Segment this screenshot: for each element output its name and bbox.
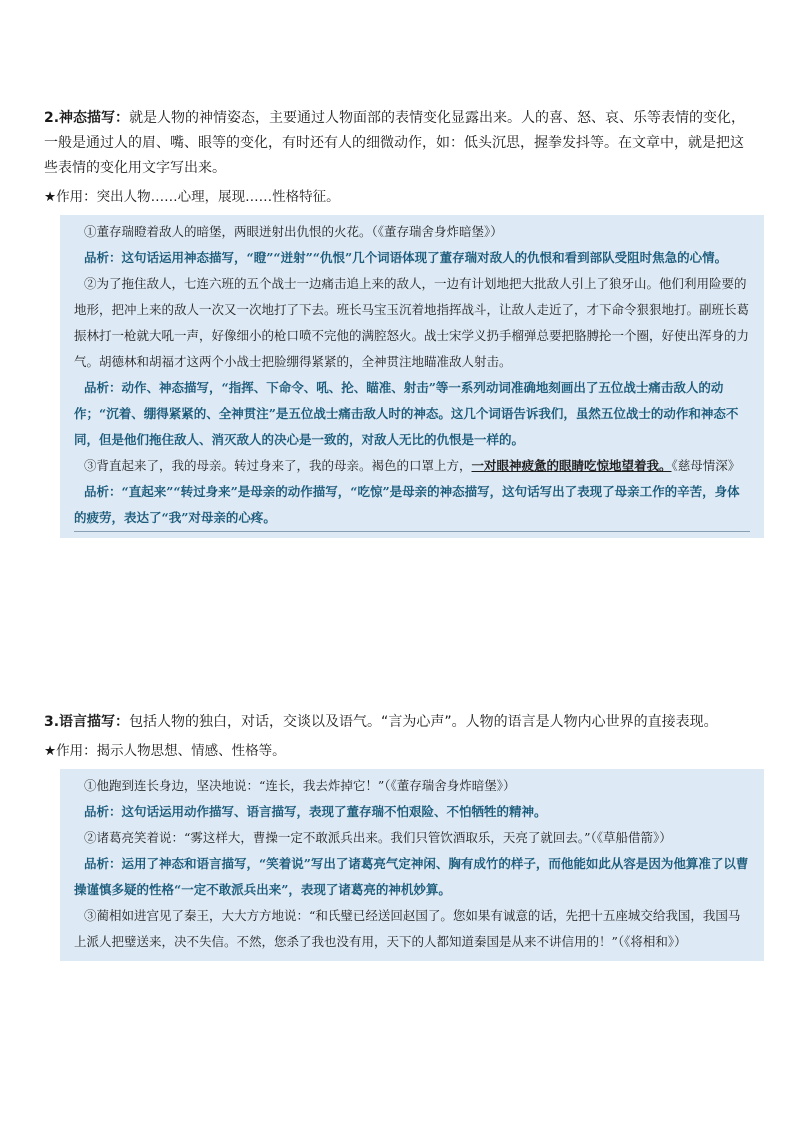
example-2: ②为了拖住敌人，七连六班的五个战士一边痛击追上来的敌人，一边有计划地把大批敌人引上了狼牙山。他们利用险要的地形，把冲上来的敌人一次又一次地打了下去。班长马宝玉沉着地指挥战斗，让敌人走近了，才下命令狠狠地打。副班长葛振林打一枪就大吼一声，好像细小的枪口喷不完他的满腔怒火。战士宋学义扔手榴弹总要把胳膊抡一个圈，好使出浑身的力气。胡德林和胡福才这两个小战士把脸绷得紧紧的，全神贯注地瞄准敌人射击。 <box>74 276 750 369</box>
analysis-1 <box>74 245 750 271</box>
example-1: ①董存瑞瞪着敌人的暗堡，两眼迸射出仇恨的火花。（《董存瑞舍身炸暗堡》） <box>84 224 503 239</box>
section-effect: ★作用：揭示人物思想、情感、性格等。 <box>44 743 286 759</box>
section-expression-description <box>44 106 754 538</box>
example-2: ②诸葛亮笑着说：“雾这样大，曹操一定不敢派兵出来。我们只管饮酒取乐，天亮了就回去。”（《草船借箭》） <box>84 830 672 845</box>
example-text: ③背直起来了，我的母亲。转过身来了，我的母亲。褐色的口罩上方， <box>84 458 472 473</box>
analysis-text: 运用了神态和语言描写，“笑着说”写出了诸葛亮气定神闲、胸有成竹的样子，而他能如此从容是因为他算准了以曹操谨慎多疑的性格“一定不敢派兵出来”，表现了诸葛亮的神机妙算。 <box>74 856 749 897</box>
analysis-label: 品析： <box>84 250 122 265</box>
analysis-1 <box>74 799 750 825</box>
section-definition: 包括人物的独白，对话，交谈以及语气。“言为心声”。人物的语言是人物内心世界的直接表现。 <box>129 714 718 730</box>
analysis-2 <box>74 851 750 903</box>
example-3: ③蔺相如进宫见了秦王，大大方方地说：“和氏璧已经送回赵国了。您如果有诚意的话，先把十五座城交给我国，我国马上派人把璧送来，决不失信。不然，您杀了我也没有用，天下的人都知道秦国是从来不讲信用的！”（《将相和》） <box>74 908 741 949</box>
section-definition: 就是人物的神情姿态，主要通过人物面部的表情变化显露出来。人的喜、怒、哀、乐等表情的变化，一般是通过人的眉、嘴、眼等的变化，有时还有人的细微动作，如：低头沉思，握拳发抖等。在文章中，就是把这些表情的变化用文字写出来。 <box>44 110 746 176</box>
example-source: 《慈母情深》 <box>671 458 741 473</box>
analysis-text: 这句话运用神态描写，“瞪”“迸射”“仇恨”几个词语体现了董存瑞对敌人的仇恨和看到部队受阻时焦急的心情。 <box>121 250 728 265</box>
example-box <box>60 215 764 538</box>
analysis-label: 品析： <box>84 484 122 499</box>
analysis-2 <box>74 375 750 453</box>
analysis-label: 品析： <box>84 856 122 871</box>
section-intro <box>44 710 754 735</box>
analysis-text: 这句话运用动作描写、语言描写，表现了董存瑞不怕艰险、不怕牺牲的精神。 <box>121 804 547 819</box>
section-language-description <box>44 710 754 961</box>
analysis-text: 动作、神态描写，“指挥、下命令、吼、抡、瞄准、射击”等一系列动词准确地刻画出了五位战士痛击敌人的动作；“沉着、绷得紧紧的、全神贯注”是五位战士痛击敌人时的神态。这几个词语告诉我们，虽然五位战士的动作和神态不同，但是他们拖住敌人、消灭敌人的决心是一致的，对敌人无比的仇恨是一样的。 <box>74 380 739 447</box>
analysis-label: 品析： <box>84 380 122 395</box>
analysis-label: 品析： <box>84 804 122 819</box>
section-heading: 2.神态描写： <box>44 110 130 126</box>
example-1: ①他跑到连长身边，坚决地说：“连长，我去炸掉它！”（《董存瑞舍身炸暗堡》） <box>84 778 516 793</box>
section-intro <box>44 106 754 181</box>
section-effect: ★作用：突出人物……心理，展现……性格特征。 <box>44 189 340 205</box>
analysis-3 <box>74 479 750 532</box>
section-heading: 3.语言描写： <box>44 714 130 730</box>
analysis-text: “直起来”“转过身来”是母亲的动作描写，“吃惊”是母亲的神态描写，这句话写出了表现了母亲工作的辛苦，身体的疲劳，表达了“我”对母亲的心疼。 <box>74 484 740 525</box>
example-3 <box>74 453 750 479</box>
underlined-phrase: 一对眼神疲惫的眼睛吃惊地望着我。 <box>471 458 672 473</box>
example-box <box>60 769 764 961</box>
